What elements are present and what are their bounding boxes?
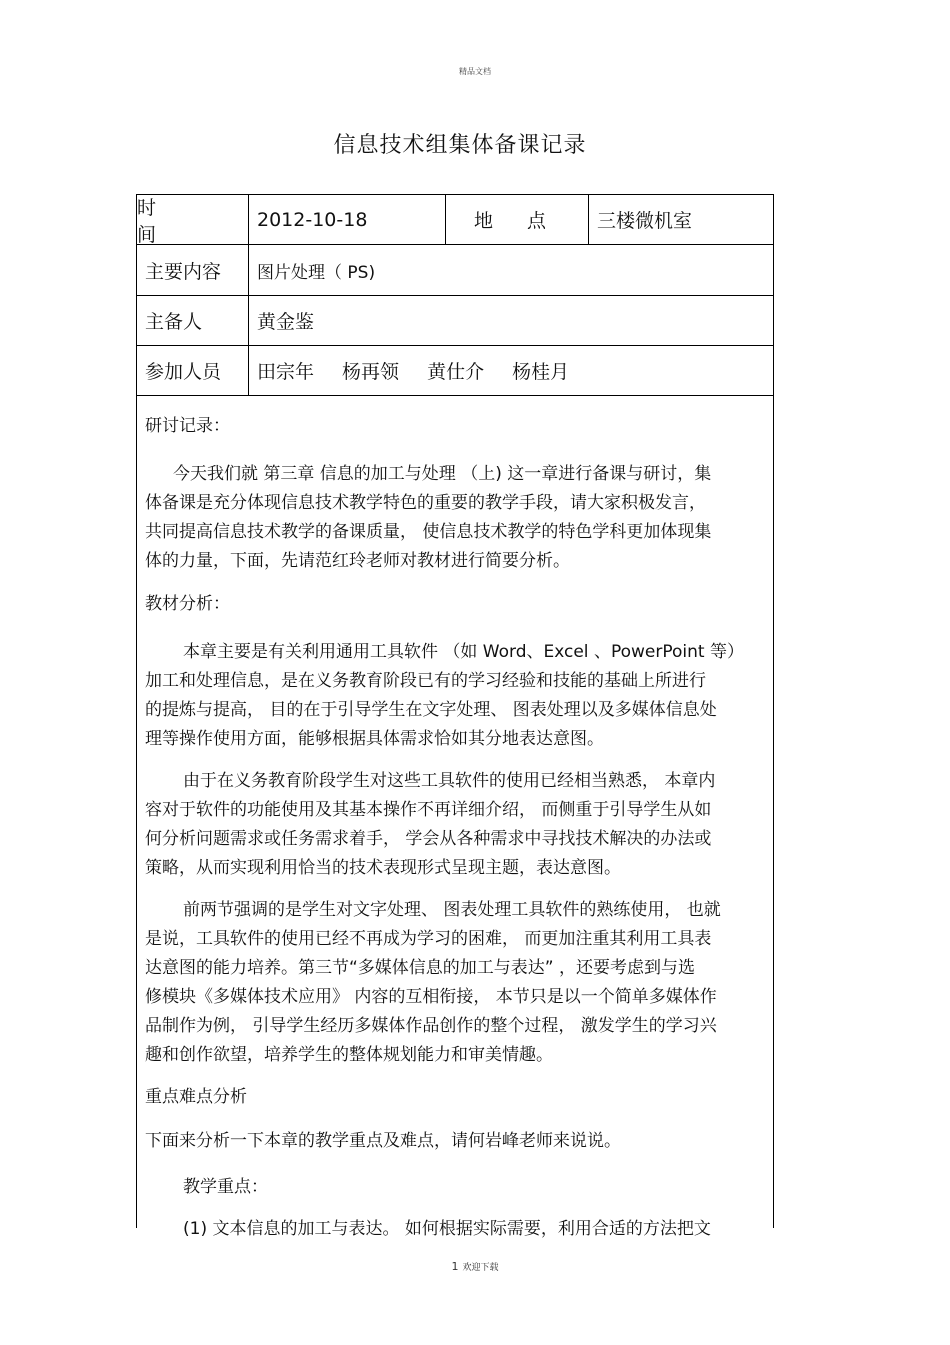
paragraph-line: 是说，工具软件的使用已经不再成为学习的困难， 而更加注重其利用工具表 (145, 929, 712, 949)
paragraph-line: 体的力量，下面，先请范红玲老师对教材进行简要分析。 (145, 551, 570, 571)
row-participants (137, 346, 773, 396)
content-value: 图片处理（ PS) (257, 262, 376, 283)
document-title: 信息技术组集体备课记录 (333, 133, 587, 158)
paragraph-line: 修模块《多媒体技术应用》 内容的互相衔接， 本节只是以一个简单多媒体作 (145, 987, 717, 1007)
section-heading-discussion: 研讨记录： (145, 416, 230, 436)
paragraph-line: 本章主要是有关利用通用工具软件 （如 Word、Excel 、PowerPoint 等） (183, 642, 744, 662)
paragraph-line: 加工和处理信息，是在义务教育阶段已有的学习经验和技能的基础上所进行 (145, 671, 706, 691)
section-heading-key-points: 重点难点分析 (145, 1087, 247, 1107)
paragraph-line: 由于在义务教育阶段学生对这些工具软件的使用已经相当熟悉， 本章内 (183, 771, 716, 791)
paragraph-line: 容对于软件的功能使用及其基本操作不再详细介绍， 而侧重于引导学生从如 (145, 800, 712, 820)
paragraph-line: 何分析问题需求或任务需求着手， 学会从各种需求中寻找技术解决的办法或 (145, 829, 712, 849)
content-label: 主要内容 (137, 245, 249, 295)
section-heading-analysis: 教材分析： (145, 594, 230, 614)
participants-value: 田宗年 杨再领 黄仕介 杨桂月 (257, 361, 570, 383)
preparer-value: 黄金鉴 (257, 311, 315, 333)
paragraph-line: 前两节强调的是学生对文字处理、 图表处理工具软件的熟练使用， 也就 (183, 900, 721, 920)
row-preparer (137, 296, 773, 346)
place-value: 三楼微机室 (597, 210, 693, 232)
paragraph-line: 的提炼与提高， 目的在于引导学生在文字处理、 图表处理以及多媒体信息处 (145, 700, 717, 720)
paragraph-line: 今天我们就 第三章 信息的加工与处理 （上) 这一章进行备课与研讨，集 (173, 464, 712, 484)
record-table (136, 194, 774, 1239)
paragraph-line: 达意图的能力培养。第三节“多媒体信息的加工与表达” ，还要考虑到与选 (145, 958, 696, 978)
subheading-teaching-focus: 教学重点： (183, 1177, 268, 1197)
preparer-label: 主备人 (137, 296, 249, 345)
time-value: 2012-10-18 (249, 195, 446, 244)
row-time-place (137, 195, 773, 245)
time-label: 时 间 (137, 195, 249, 244)
footer-text: 欢迎下载 (462, 1263, 499, 1273)
paragraph-line: (1) 文本信息的加工与表达。 如何根据实际需要，利用合适的方法把文 (183, 1219, 711, 1239)
paragraph-line: 体备课是充分体现信息技术教学特色的重要的教学手段，请大家积极发言， (145, 493, 706, 513)
place-label: 地 点 (446, 195, 589, 244)
participants-label: 参加人员 (137, 346, 249, 395)
paragraph-line: 策略，从而实现利用恰当的技术表现形式呈现主题，表达意图。 (145, 858, 621, 878)
paragraph-line: 下面来分析一下本章的教学重点及难点，请何岩峰老师来说说。 (145, 1131, 621, 1151)
page-number: 1 (451, 1260, 459, 1273)
paragraph-line: 趣和创作欲望，培养学生的整体规划能力和审美情趣。 (145, 1045, 553, 1065)
paragraph-line: 理等操作使用方面，能够根据具体需求恰如其分地表达意图。 (145, 729, 604, 749)
header-watermark: 精品文档 (459, 67, 491, 76)
paragraph-line: 品制作为例， 引导学生经历多媒体作品创作的整个过程， 激发学生的学习兴 (145, 1016, 717, 1036)
row-main-content (137, 245, 773, 296)
paragraph-line: 共同提高信息技术教学的备课质量， 使信息技术教学的特色学科更加体现集 (145, 522, 712, 542)
page-footer (0, 1260, 950, 1273)
